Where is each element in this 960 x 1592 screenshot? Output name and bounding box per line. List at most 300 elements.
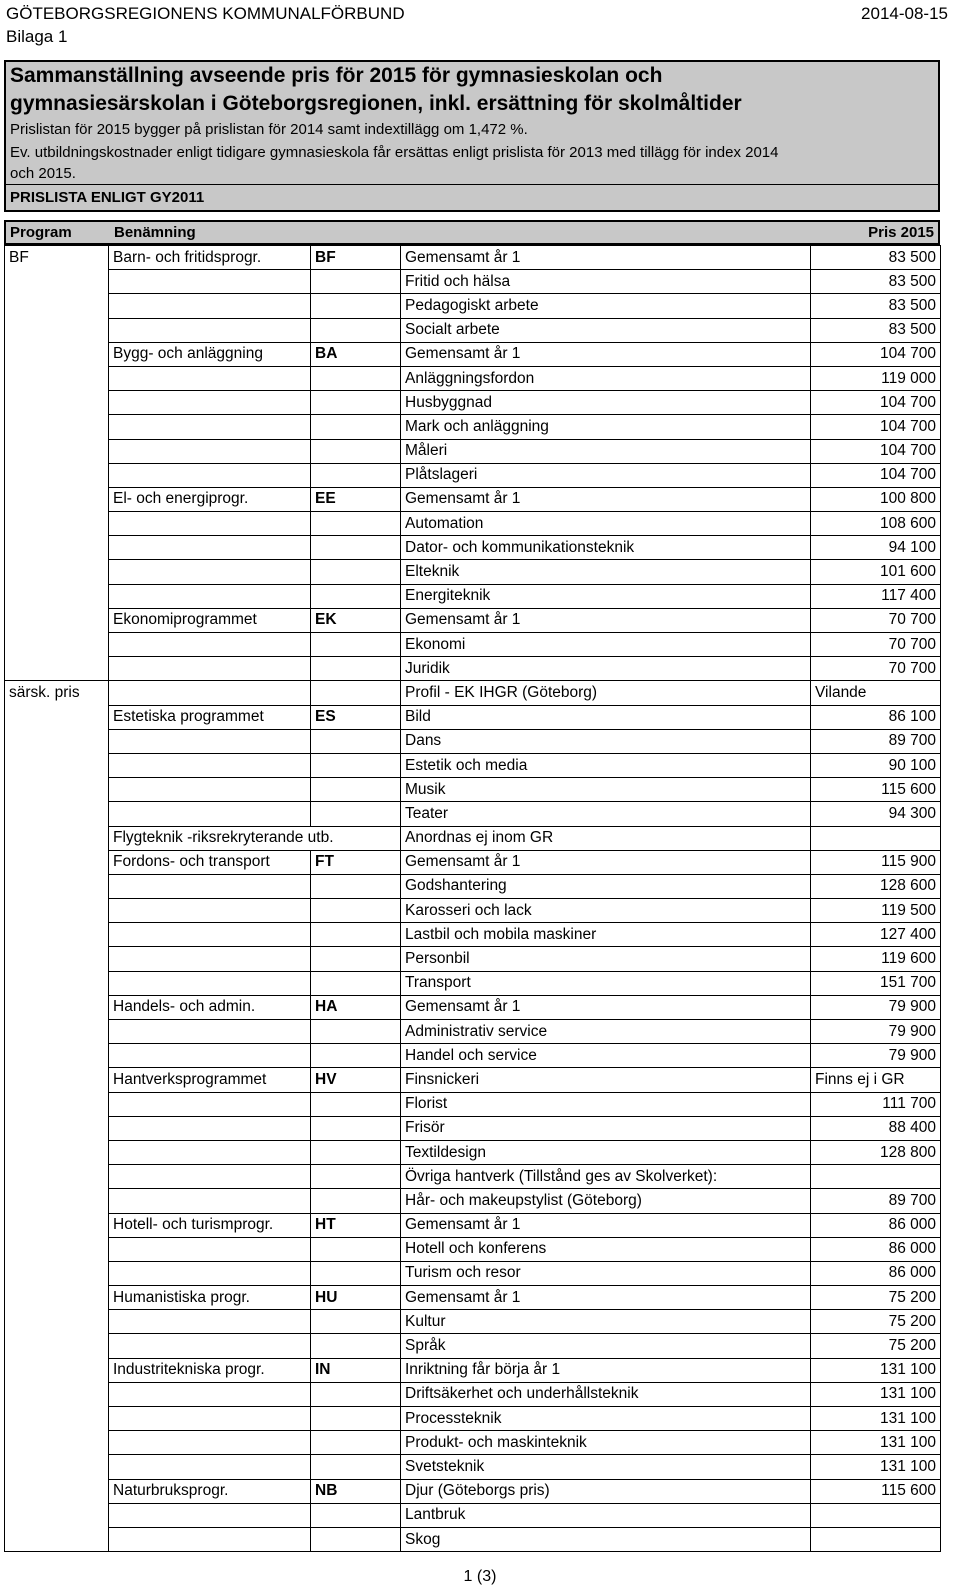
name-cell	[109, 1237, 311, 1261]
table-row	[5, 1286, 941, 1310]
program-cell	[5, 1140, 109, 1164]
orientation-cell: Kultur	[401, 1310, 811, 1334]
orientation-cell: Lastbil och mobila maskiner	[401, 923, 811, 947]
orientation-cell: Turism och resor	[401, 1261, 811, 1285]
name-cell	[109, 560, 311, 584]
orientation-cell: Frisör	[401, 1116, 811, 1140]
orientation-cell: Lantbruk	[401, 1503, 811, 1527]
code-cell	[311, 753, 401, 777]
program-cell	[5, 947, 109, 971]
price-cell: 115 900	[811, 850, 941, 874]
title-line-2: gymnasiesärskolan i Göteborgsregionen, inkl. ersättning för skolmåltider	[10, 92, 742, 115]
program-cell	[5, 1165, 109, 1189]
price-cell: 75 200	[811, 1310, 941, 1334]
program-cell	[5, 778, 109, 802]
orientation-cell: Handel och service	[401, 1044, 811, 1068]
name-cell	[109, 1407, 311, 1431]
price-cell: 131 100	[811, 1431, 941, 1455]
price-cell: 83 500	[811, 246, 941, 270]
program-cell	[5, 608, 109, 632]
table-row	[5, 1527, 941, 1551]
name-cell	[109, 923, 311, 947]
orientation-cell: Teater	[401, 802, 811, 826]
price-cell: 94 100	[811, 536, 941, 560]
price-cell: 75 200	[811, 1334, 941, 1358]
orientation-cell: Gemensamt år 1	[401, 487, 811, 511]
orientation-cell: Bild	[401, 705, 811, 729]
code-cell	[311, 1310, 401, 1334]
price-cell: 128 800	[811, 1140, 941, 1164]
program-cell	[5, 874, 109, 898]
note-previous-costs: Ev. utbildningskostnader enligt tidigare gymnasieskola får ersättas enligt prislista för 2013 med tillägg för index 2014	[10, 144, 779, 161]
code-cell	[311, 1261, 401, 1285]
table-row	[5, 753, 941, 777]
note-previous-costs-cont: och 2015.	[10, 165, 76, 182]
name-cell	[109, 318, 311, 342]
program-cell	[5, 1261, 109, 1285]
name-cell	[109, 1431, 311, 1455]
program-cell	[5, 512, 109, 536]
table-row	[5, 1503, 941, 1527]
code-cell	[311, 294, 401, 318]
table-row	[5, 536, 941, 560]
program-cell	[5, 1092, 109, 1116]
price-cell: 83 500	[811, 270, 941, 294]
code-cell	[311, 681, 401, 705]
program-cell	[5, 1431, 109, 1455]
orientation-cell: Gemensamt år 1	[401, 995, 811, 1019]
name-cell: Estetiska programmet	[109, 705, 311, 729]
orientation-cell: Djur (Göteborgs pris)	[401, 1479, 811, 1503]
orientation-cell: Energiteknik	[401, 584, 811, 608]
name-cell	[109, 753, 311, 777]
program-cell	[5, 294, 109, 318]
price-cell: 90 100	[811, 753, 941, 777]
name-cell	[109, 439, 311, 463]
program-cell	[5, 729, 109, 753]
table-row	[5, 294, 941, 318]
code-cell	[311, 512, 401, 536]
code-cell: FT	[311, 850, 401, 874]
table-row	[5, 923, 941, 947]
code-cell: HV	[311, 1068, 401, 1092]
price-cell: 70 700	[811, 633, 941, 657]
orientation-cell: Profil - EK IHGR (Göteborg)	[401, 681, 811, 705]
table-row	[5, 1310, 941, 1334]
program-cell	[5, 995, 109, 1019]
program-cell	[5, 1286, 109, 1310]
price-cell: 119 600	[811, 947, 941, 971]
orientation-cell: Gemensamt år 1	[401, 246, 811, 270]
table-row	[5, 729, 941, 753]
table-row	[5, 487, 941, 511]
name-cell: Bygg- och anläggning	[109, 342, 311, 366]
program-cell	[5, 1358, 109, 1382]
price-cell: 131 100	[811, 1382, 941, 1406]
code-cell: BF	[311, 246, 401, 270]
code-cell	[311, 947, 401, 971]
orientation-cell: Inriktning får börja år 1	[401, 1358, 811, 1382]
name-cell: Humanistiska progr.	[109, 1286, 311, 1310]
program-cell	[5, 971, 109, 995]
orientation-cell: Driftsäkerhet och underhållsteknik	[401, 1382, 811, 1406]
document-date: 2014-08-15	[861, 4, 948, 23]
program-cell	[5, 415, 109, 439]
orientation-cell: Juridik	[401, 657, 811, 681]
name-cell	[109, 536, 311, 560]
name-cell	[109, 1261, 311, 1285]
table-row	[5, 850, 941, 874]
program-cell	[5, 899, 109, 923]
program-cell	[5, 1237, 109, 1261]
orientation-cell: Produkt- och maskinteknik	[401, 1431, 811, 1455]
price-cell: 151 700	[811, 971, 941, 995]
program-cell	[5, 1310, 109, 1334]
program-cell	[5, 1407, 109, 1431]
name-cell	[109, 391, 311, 415]
name-cell	[109, 415, 311, 439]
table-row	[5, 415, 941, 439]
code-cell	[311, 1044, 401, 1068]
code-cell	[311, 536, 401, 560]
price-cell: 104 700	[811, 463, 941, 487]
code-cell	[311, 899, 401, 923]
name-cell	[109, 1310, 311, 1334]
code-cell	[311, 1431, 401, 1455]
orientation-cell: Hotell och konferens	[401, 1237, 811, 1261]
orientation-cell: Gemensamt år 1	[401, 1286, 811, 1310]
name-cell	[109, 681, 311, 705]
table-row	[5, 391, 941, 415]
program-cell	[5, 584, 109, 608]
code-cell: HA	[311, 995, 401, 1019]
orientation-cell: Estetik och media	[401, 753, 811, 777]
program-cell	[5, 487, 109, 511]
table-row	[5, 342, 941, 366]
name-cell	[109, 778, 311, 802]
column-header-price: Pris 2015	[868, 224, 934, 241]
orientation-cell: Språk	[401, 1334, 811, 1358]
code-cell	[311, 1334, 401, 1358]
price-cell: 108 600	[811, 512, 941, 536]
price-cell: 111 700	[811, 1092, 941, 1116]
code-cell	[311, 1140, 401, 1164]
code-cell	[311, 270, 401, 294]
table-row	[5, 463, 941, 487]
price-cell: 86 000	[811, 1213, 941, 1237]
price-cell: Finns ej i GR	[811, 1068, 941, 1092]
price-cell: 101 600	[811, 560, 941, 584]
program-cell	[5, 1116, 109, 1140]
price-cell: 75 200	[811, 1286, 941, 1310]
name-cell	[109, 1334, 311, 1358]
price-cell: 86 000	[811, 1261, 941, 1285]
price-cell: 70 700	[811, 657, 941, 681]
code-cell	[311, 1382, 401, 1406]
code-cell	[311, 1165, 401, 1189]
name-cell	[109, 584, 311, 608]
name-cell	[109, 1527, 311, 1551]
code-cell	[311, 874, 401, 898]
program-cell	[5, 923, 109, 947]
name-cell	[109, 802, 311, 826]
name-cell	[109, 971, 311, 995]
program-cell	[5, 1189, 109, 1213]
code-cell	[311, 802, 401, 826]
name-cell	[109, 1092, 311, 1116]
name-cell	[109, 1116, 311, 1140]
table-row	[5, 1431, 941, 1455]
price-cell: Vilande	[811, 681, 941, 705]
program-cell	[5, 270, 109, 294]
price-cell: 94 300	[811, 802, 941, 826]
table-row	[5, 826, 941, 850]
table-row	[5, 366, 941, 390]
attachment-label: Bilaga 1	[6, 27, 68, 46]
name-cell	[109, 899, 311, 923]
orientation-cell: Socialt arbete	[401, 318, 811, 342]
table-row	[5, 995, 941, 1019]
name-cell: Industritekniska progr.	[109, 1358, 311, 1382]
code-cell: HT	[311, 1213, 401, 1237]
orientation-cell: Övriga hantverk (Tillstånd ges av Skolverket):	[401, 1165, 811, 1189]
orientation-cell: Anordnas ej inom GR	[401, 826, 811, 850]
program-cell	[5, 560, 109, 584]
orientation-cell: Textildesign	[401, 1140, 811, 1164]
summary-box	[4, 60, 940, 212]
code-cell	[311, 1189, 401, 1213]
program-cell	[5, 342, 109, 366]
program-cell	[5, 657, 109, 681]
program-cell	[5, 1020, 109, 1044]
orientation-cell: Mark och anläggning	[401, 415, 811, 439]
orientation-cell: Administrativ service	[401, 1020, 811, 1044]
table-row	[5, 681, 941, 705]
name-cell	[109, 1455, 311, 1479]
table-row	[5, 1237, 941, 1261]
orientation-cell: Florist	[401, 1092, 811, 1116]
price-cell: 79 900	[811, 1020, 941, 1044]
program-cell	[5, 1068, 109, 1092]
table-row	[5, 971, 941, 995]
price-cell: 119 500	[811, 899, 941, 923]
column-header-program: Program	[10, 224, 72, 241]
table-row	[5, 1165, 941, 1189]
orientation-cell: Gemensamt år 1	[401, 1213, 811, 1237]
program-cell	[5, 1044, 109, 1068]
table-row	[5, 874, 941, 898]
table-row	[5, 633, 941, 657]
table-row	[5, 1334, 941, 1358]
name-cell	[109, 1020, 311, 1044]
name-cell	[109, 729, 311, 753]
column-header-name: Benämning	[114, 224, 196, 241]
orientation-cell: Fritid och hälsa	[401, 270, 811, 294]
price-cell: 117 400	[811, 584, 941, 608]
name-cell	[109, 657, 311, 681]
code-cell: ES	[311, 705, 401, 729]
table-row	[5, 439, 941, 463]
price-cell: 104 700	[811, 439, 941, 463]
program-cell	[5, 1382, 109, 1406]
table-row	[5, 1479, 941, 1503]
orientation-cell: Godshantering	[401, 874, 811, 898]
price-cell: 131 100	[811, 1358, 941, 1382]
table-row	[5, 608, 941, 632]
price-cell	[811, 826, 941, 850]
code-cell	[311, 366, 401, 390]
code-cell: EE	[311, 487, 401, 511]
program-cell	[5, 366, 109, 390]
price-cell: 83 500	[811, 294, 941, 318]
price-cell: 83 500	[811, 318, 941, 342]
name-cell: Barn- och fritidsprogr.	[109, 246, 311, 270]
table-row	[5, 584, 941, 608]
price-cell: 79 900	[811, 1044, 941, 1068]
code-cell	[311, 391, 401, 415]
code-cell	[311, 1455, 401, 1479]
name-cell	[109, 1044, 311, 1068]
program-cell	[5, 1503, 109, 1527]
code-cell	[311, 1020, 401, 1044]
price-cell: 119 000	[811, 366, 941, 390]
orientation-cell: Plåtslageri	[401, 463, 811, 487]
name-cell	[109, 1189, 311, 1213]
program-cell	[5, 850, 109, 874]
table-row	[5, 657, 941, 681]
table-row	[5, 1092, 941, 1116]
price-cell: 89 700	[811, 729, 941, 753]
name-cell: Fordons- och transport	[109, 850, 311, 874]
program-cell	[5, 802, 109, 826]
program-cell	[5, 633, 109, 657]
orientation-cell: Gemensamt år 1	[401, 608, 811, 632]
table-row	[5, 947, 941, 971]
orientation-cell: Svetsteknik	[401, 1455, 811, 1479]
table-row	[5, 705, 941, 729]
price-cell: 131 100	[811, 1407, 941, 1431]
table-row	[5, 560, 941, 584]
name-cell	[109, 874, 311, 898]
name-cell	[109, 1140, 311, 1164]
program-cell	[5, 753, 109, 777]
price-cell: 70 700	[811, 608, 941, 632]
table-row	[5, 899, 941, 923]
price-cell: 128 600	[811, 874, 941, 898]
orientation-cell: Dans	[401, 729, 811, 753]
orientation-cell: Skog	[401, 1527, 811, 1551]
table-row	[5, 802, 941, 826]
table-row	[5, 1455, 941, 1479]
pricelist-label: PRISLISTA ENLIGT GY2011	[6, 184, 938, 210]
price-cell	[811, 1503, 941, 1527]
price-cell	[811, 1527, 941, 1551]
code-cell	[311, 971, 401, 995]
price-cell: 104 700	[811, 342, 941, 366]
price-cell: 100 800	[811, 487, 941, 511]
price-table	[4, 245, 941, 1552]
column-header-row	[4, 220, 940, 245]
orientation-cell: Musik	[401, 778, 811, 802]
program-cell	[5, 536, 109, 560]
code-cell	[311, 1092, 401, 1116]
program-cell	[5, 1479, 109, 1503]
orientation-cell: Finsnickeri	[401, 1068, 811, 1092]
name-cell	[109, 512, 311, 536]
table-row	[5, 1116, 941, 1140]
orientation-cell: Måleri	[401, 439, 811, 463]
table-row	[5, 270, 941, 294]
program-cell	[5, 1334, 109, 1358]
orientation-cell: Husbyggnad	[401, 391, 811, 415]
table-row	[5, 1020, 941, 1044]
program-cell	[5, 318, 109, 342]
price-cell: 88 400	[811, 1116, 941, 1140]
name-cell: Naturbruksprogr.	[109, 1479, 311, 1503]
header-org	[6, 2, 405, 48]
price-cell: 86 100	[811, 705, 941, 729]
name-cell: Hotell- och turismprogr.	[109, 1213, 311, 1237]
program-cell	[5, 439, 109, 463]
code-cell	[311, 633, 401, 657]
price-cell: 104 700	[811, 415, 941, 439]
organization-name: GÖTEBORGSREGIONENS KOMMUNALFÖRBUND	[6, 4, 405, 23]
orientation-cell: Gemensamt år 1	[401, 342, 811, 366]
name-cell: El- och energiprogr.	[109, 487, 311, 511]
code-cell: EK	[311, 608, 401, 632]
price-cell: 104 700	[811, 391, 941, 415]
code-cell	[311, 415, 401, 439]
orientation-cell: Gemensamt år 1	[401, 850, 811, 874]
table-row	[5, 1068, 941, 1092]
program-cell	[5, 1527, 109, 1551]
table-row	[5, 512, 941, 536]
orientation-cell: Anläggningsfordon	[401, 366, 811, 390]
name-cell	[109, 947, 311, 971]
table-row	[5, 1213, 941, 1237]
code-cell	[311, 1527, 401, 1551]
price-cell: 115 600	[811, 1479, 941, 1503]
name-cell: Handels- och admin.	[109, 995, 311, 1019]
name-cell: Flygteknik -riksrekryterande utb.	[109, 826, 311, 850]
orientation-cell: Pedagogiskt arbete	[401, 294, 811, 318]
code-cell: NB	[311, 1479, 401, 1503]
price-cell: 131 100	[811, 1455, 941, 1479]
name-cell	[109, 1382, 311, 1406]
code-cell	[311, 439, 401, 463]
code-cell: BA	[311, 342, 401, 366]
orientation-cell: Elteknik	[401, 560, 811, 584]
code-cell: HU	[311, 1286, 401, 1310]
table-row	[5, 318, 941, 342]
program-cell	[5, 463, 109, 487]
code-cell	[311, 1116, 401, 1140]
name-cell	[109, 366, 311, 390]
name-cell: Ekonomiprogrammet	[109, 608, 311, 632]
code-cell	[311, 1503, 401, 1527]
name-cell	[109, 1165, 311, 1189]
program-cell: särsk. pris	[5, 681, 109, 705]
price-cell: 79 900	[811, 995, 941, 1019]
price-cell: 127 400	[811, 923, 941, 947]
code-cell: IN	[311, 1358, 401, 1382]
code-cell	[311, 584, 401, 608]
note-index: Prislistan för 2015 bygger på prislistan för 2014 samt indextillägg om 1,472 %.	[10, 121, 528, 138]
orientation-cell: Ekonomi	[401, 633, 811, 657]
program-cell	[5, 1455, 109, 1479]
code-cell	[311, 729, 401, 753]
name-cell	[109, 633, 311, 657]
